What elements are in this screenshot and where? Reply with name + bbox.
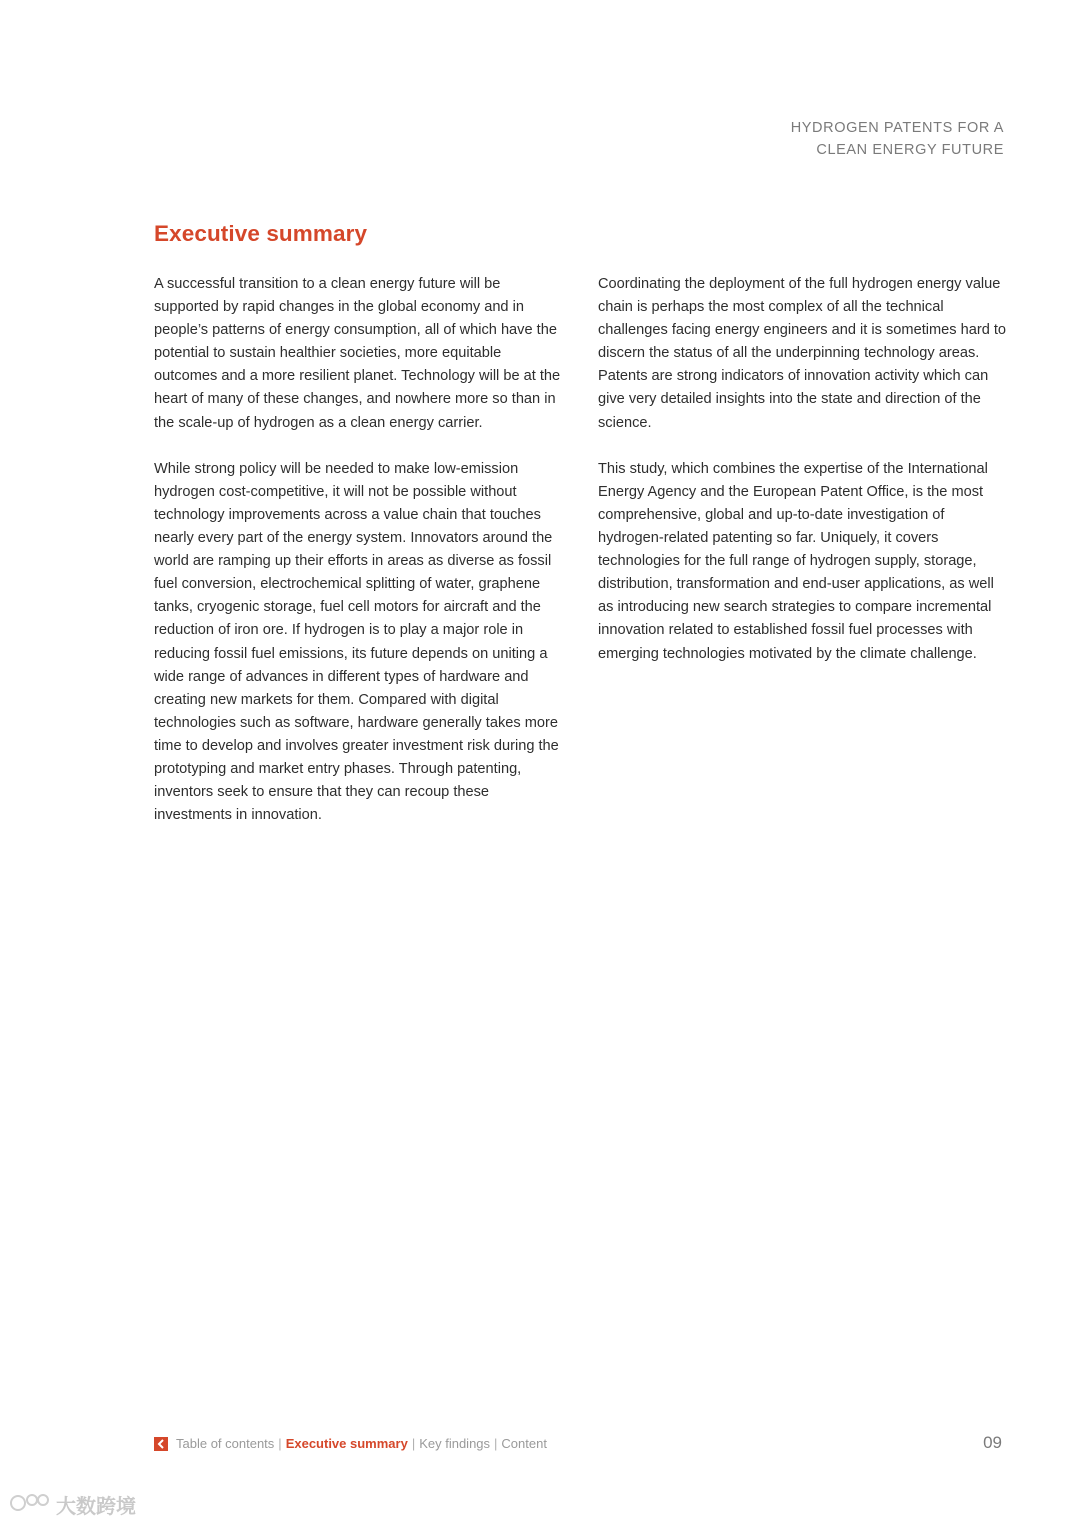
- running-header-line1: HYDROGEN PATENTS FOR A: [790, 120, 1004, 136]
- running-header: [791, 117, 1004, 161]
- right-column: [598, 273, 1008, 689]
- section-title: Executive summary: [154, 221, 368, 246]
- nav-link-table-of-contents[interactable]: Table of contents: [176, 1436, 275, 1451]
- page-number: 09: [983, 1433, 1002, 1452]
- left-column: [154, 273, 564, 850]
- paragraph: Coordinating the deployment of the full hydrogen energy value chain is perhaps the most complex of all the technical challenges facing energy engineers and it is sometimes hard to discern the status of all the underpinning technology areas. Patents are strong indicators of innovation activity which can give very detailed insights into the state and direction of the science.: [598, 276, 1007, 431]
- nav-separator: |: [278, 1436, 282, 1451]
- paragraph: While strong policy will be needed to make low-emission hydrogen cost-competitive, it will not be possible without technology improvements across a value chain that touches nearly every part of the energy system. Innovators around the world are ramping up their efforts in areas as diverse as fossil fuel conversion, electrochemical splitting of water, graphene tanks, cryogenic storage, fuel cell motors for aircraft and the reduction of iron ore. If hydrogen is to play a major role in reducing fossil fuel emissions, its future depends on uniting a wide range of advances in different types of hardware and creating new markets for them. Compared with digital technologies such as software, hardware generally takes more time to develop and involves greater investment risk during the prototyping and market entry phases. Through patenting, inventors seek to ensure that they can recoup these investments in innovation.: [154, 460, 559, 824]
- running-header-line2: CLEAN ENERGY FUTURE: [816, 142, 1004, 158]
- nav-link-executive-summary[interactable]: Executive summary: [285, 1436, 408, 1451]
- watermark: [8, 1490, 136, 1519]
- nav-link-content[interactable]: Content: [501, 1436, 547, 1451]
- nav-separator: |: [411, 1436, 416, 1451]
- chevron-left-icon[interactable]: [154, 1437, 168, 1451]
- watermark-logo-icon: [8, 1491, 52, 1519]
- nav-separator: |: [494, 1436, 498, 1451]
- nav-link-key-findings[interactable]: Key findings: [419, 1436, 491, 1451]
- paragraph: A successful transition to a clean energy future will be supported by rapid changes in the global economy and in people’s patterns of energy consumption, all of which have the potential to sustain healthier societies, more equitable outcomes and a more resilient planet. Technology will be at the heart of many of these changes, and nowhere more so than in the scale-up of hydrogen as a clean energy carrier.: [154, 276, 561, 431]
- paragraph: This study, which combines the expertise of the International Energy Agency and the European Patent Office, is the most comprehensive, global and up-to-date investigation of hydrogen-related patenting so far. Uniquely, it covers technologies for the full range of hydrogen supply, storage, distribution, transformation and end-user applications, as well as introducing new search strategies to compare incremental innovation related to established fossil fuel processes with emerging technologies motivated by the climate challenge.: [598, 460, 994, 662]
- footer-nav: [154, 1436, 547, 1451]
- watermark-text: 大数跨境: [56, 1496, 136, 1518]
